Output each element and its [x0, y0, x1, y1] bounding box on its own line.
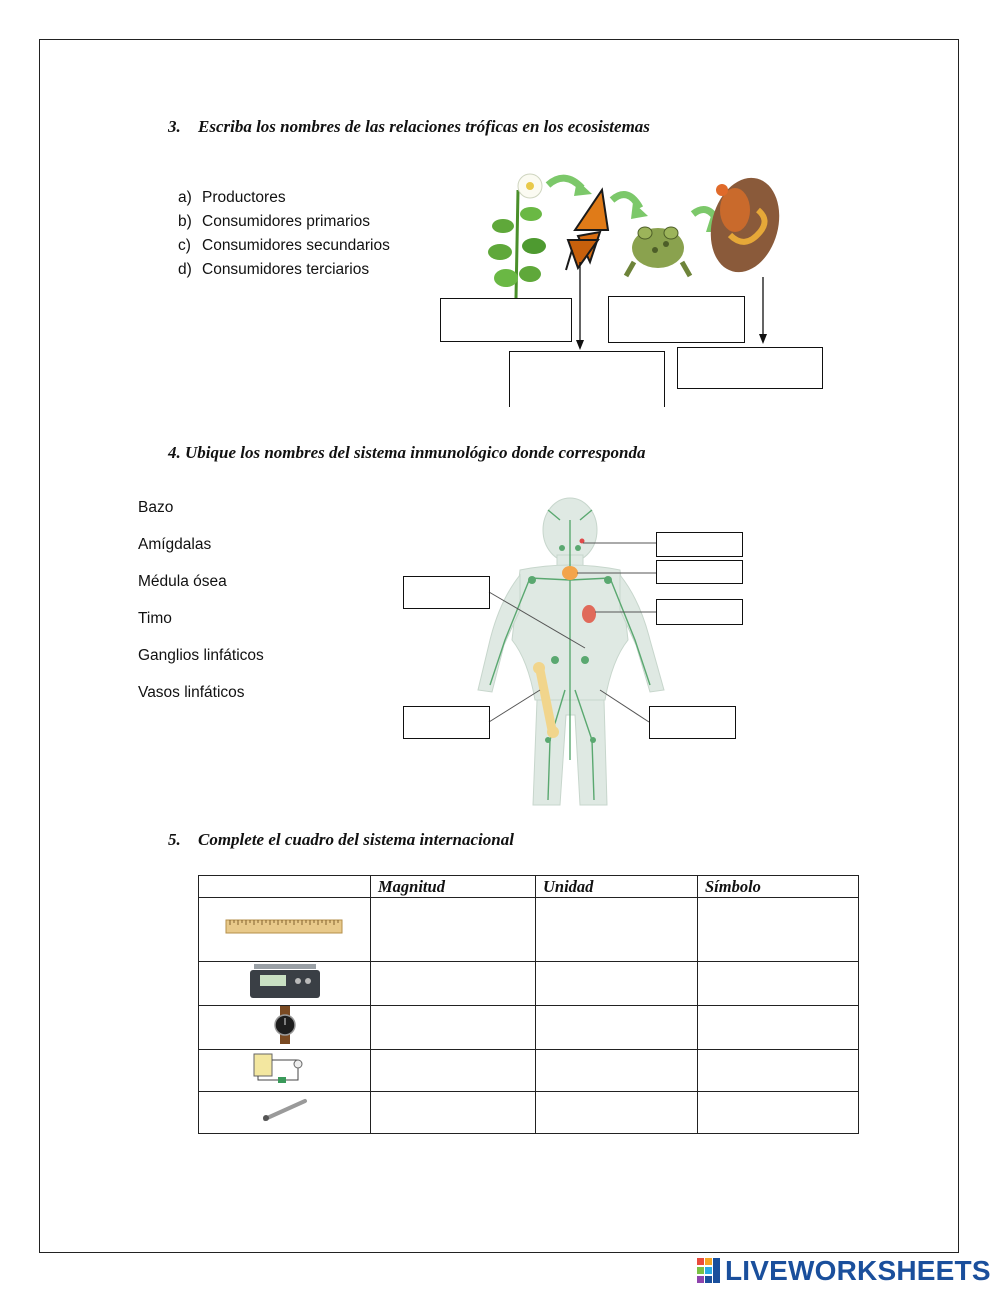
logo-text: LIVEWORKSHEETS [725, 1255, 991, 1286]
list-item: b) Consumidores primarios [178, 213, 370, 230]
unit-cell[interactable] [536, 1050, 698, 1092]
table-row [199, 898, 859, 962]
scale-icon [246, 962, 324, 1000]
answer-box-tonsils[interactable] [656, 532, 743, 557]
magnitude-cell[interactable] [371, 898, 536, 962]
question-5-title: 5. Complete el cuadro del sistema internacional [168, 830, 514, 849]
instrument-cell [199, 962, 371, 1006]
answer-box-lymph-nodes[interactable] [403, 576, 490, 609]
circuit-icon [250, 1050, 320, 1086]
liveworksheets-logo [697, 1255, 991, 1287]
symbol-cell[interactable] [698, 1006, 859, 1050]
question-4-title: 4. Ubique los nombres del sistema inmunológico donde corresponda [168, 443, 646, 462]
instrument-cell [199, 1050, 371, 1092]
spleen-icon [582, 605, 596, 623]
unit-cell[interactable] [536, 1006, 698, 1050]
magnitude-cell[interactable] [371, 1092, 536, 1134]
table-header: Magnitud [371, 876, 536, 898]
table-header: Unidad [536, 876, 698, 898]
answer-box-bone-marrow[interactable] [403, 706, 490, 739]
unit-cell[interactable] [536, 1092, 698, 1134]
human-body-icon [478, 498, 664, 805]
table-header-row [199, 876, 859, 898]
lymph-vessels [490, 510, 650, 800]
list-item: c) Consumidores secundarios [178, 237, 390, 254]
thymus-icon [562, 566, 578, 580]
magnitude-cell[interactable] [371, 1050, 536, 1092]
watch-icon [270, 1006, 300, 1044]
table-row [199, 962, 859, 1006]
list-item: Vasos linfáticos [138, 684, 245, 701]
symbol-cell[interactable] [698, 962, 859, 1006]
table-row [199, 1092, 859, 1134]
answer-box-thymus[interactable] [656, 560, 743, 584]
table-row [199, 1050, 859, 1092]
si-units-table [198, 875, 859, 1134]
list-item: d) Consumidores terciarios [178, 261, 370, 278]
thermometer-icon [261, 1097, 309, 1123]
unit-cell[interactable] [536, 962, 698, 1006]
question-3-title: 3. Escriba los nombres de las relaciones tróficas en los ecosistemas [168, 117, 650, 136]
symbol-cell[interactable] [698, 1092, 859, 1134]
symbol-cell[interactable] [698, 898, 859, 962]
unit-cell[interactable] [536, 898, 698, 962]
list-item: Ganglios linfáticos [138, 647, 264, 664]
list-item: Médula ósea [138, 573, 227, 590]
ruler-icon [226, 919, 344, 935]
list-item: Amígdalas [138, 536, 212, 553]
magnitude-cell[interactable] [371, 1006, 536, 1050]
logo-icon [697, 1258, 721, 1284]
instrument-cell [199, 898, 371, 962]
instrument-cell [199, 1006, 371, 1050]
answer-box-spleen[interactable] [656, 599, 743, 625]
table-header [199, 876, 371, 898]
list-item: Bazo [138, 499, 174, 516]
table-header: Símbolo [698, 876, 859, 898]
symbol-cell[interactable] [698, 1050, 859, 1092]
list-item: Timo [138, 610, 172, 627]
table-row [199, 1006, 859, 1050]
list-item: a) Productores [178, 189, 286, 206]
instrument-cell [199, 1092, 371, 1134]
answer-box-lymph-vessels[interactable] [649, 706, 736, 739]
magnitude-cell[interactable] [371, 962, 536, 1006]
